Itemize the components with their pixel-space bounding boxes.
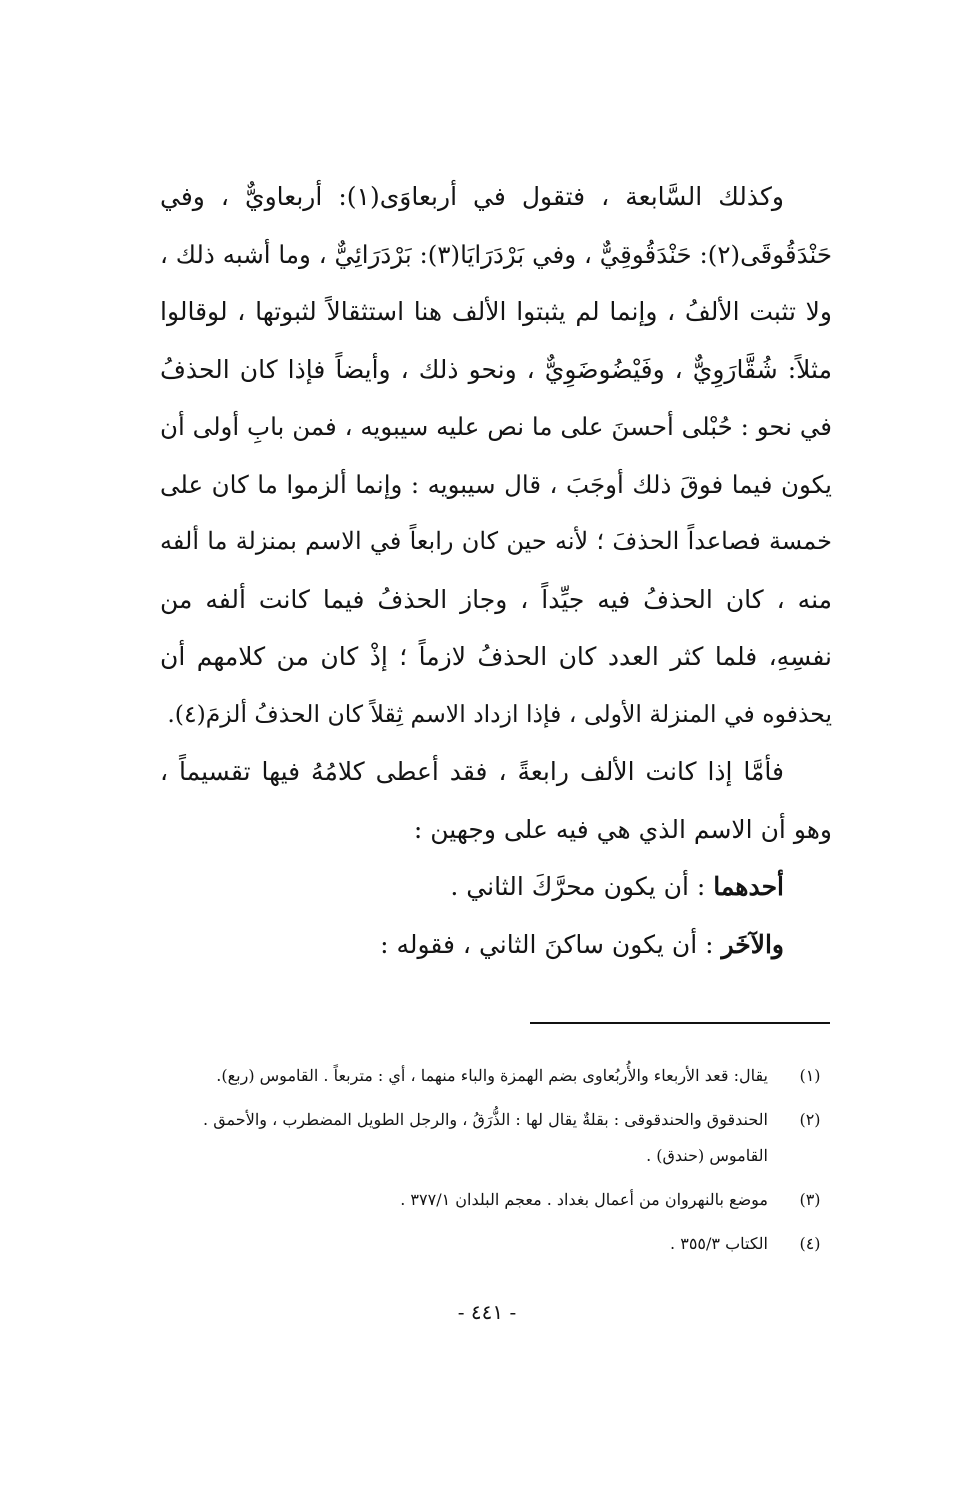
footnote-number: (١) bbox=[799, 1066, 821, 1085]
footnote-text: الحندقوق والحندقوقى : بقلةٌ يقال لها : الذُّرَقُ ، والرجل الطويل المضطرب ، والأحمق . bbox=[203, 1110, 768, 1129]
text-line-11: فأمَّا إذا كانت الألف رابعةً ، فقد أعطى كلامُهُ فيها تقسيماً ، bbox=[160, 757, 784, 786]
list-item-first-text: : أن يكون محرَّكَ الثاني . bbox=[450, 872, 714, 901]
text-line-4: مثلاً: شُقَّارَوِيٌّ ، وفَيْضُوضَوِيٌّ ، ونحو ذلك ، وأيضاً فإذا كان الحذفُ bbox=[160, 354, 832, 384]
footnotes bbox=[130, 1058, 830, 1270]
footnote-separator bbox=[530, 1022, 830, 1024]
text-line-6: يكون فيما فوقَ ذلك أوجَبَ ، قال سيبويه : وإنما ألزموا ما كان على bbox=[160, 469, 832, 499]
list-item-second-text: : أن يكون ساكنَ الثاني ، فقوله : bbox=[380, 929, 722, 959]
footnote-text: موضع بالنهروان من أعمال بغداد . معجم البلدان ٣٧٧/١ . bbox=[400, 1190, 768, 1209]
list-item-second-label: والآخَر bbox=[721, 929, 784, 959]
text-line-1: وكذلك السَّابعة ، فتقول في أربعاوَى(١): أربعاويٌّ ، وفي bbox=[160, 182, 784, 211]
text-line-5: في نحو : حُبْلى أحسنَ على ما نص عليه سيبويه ، فمن بابِ أولى أن bbox=[160, 412, 832, 441]
footnote-text: يقال: قعد الأربعاء والأُربُعاوى بضم الهمزة والباء منهما ، أي : متربعاً . القاموس (ربع). bbox=[216, 1066, 768, 1085]
text-line-9: نفسِهِ، فلما كثر العدد كان الحذفُ لازماً ؛ إذْ كان من كلامهم أن bbox=[160, 642, 832, 671]
footnote-2 bbox=[130, 1102, 830, 1174]
footnote-text-continued: القاموس (حندق) . bbox=[646, 1146, 768, 1165]
list-item-first bbox=[160, 858, 832, 916]
text-line-8: منه ، كان الحذفُ فيه جيِّداً ، وجاز الحذفُ فيما كانت ألفه من bbox=[160, 584, 832, 614]
main-text bbox=[160, 168, 832, 973]
footnote-text: الكتاب ٣٥٥/٣ . bbox=[670, 1234, 768, 1253]
list-item-second bbox=[160, 916, 832, 974]
footnote-3 bbox=[130, 1182, 830, 1218]
footnote-1 bbox=[130, 1058, 830, 1094]
text-line-12: وهو أن الاسم الذي هي فيه على وجهين : bbox=[413, 814, 832, 844]
text-line-7: خمسة فصاعداً الحذفَ ؛ لأنه حين كان رابعاً في الاسم بمنزلة ما ألفه bbox=[160, 527, 832, 555]
footnote-number: (٢) bbox=[799, 1110, 821, 1129]
text-line-10: يحذفوه في المنزلة الأولى ، فإذا ازداد الاسم ثِقلاً كان الحذفُ ألزمَ(٤). bbox=[167, 699, 832, 728]
page-number: - ٤٤١ - bbox=[457, 1300, 517, 1324]
footnote-number: (٣) bbox=[799, 1190, 821, 1209]
text-line-3: ولا تثبت الألفُ ، وإنما لم يثبتوا الألف هنا استثقالاً لثبوتها ، لوقالوا bbox=[160, 297, 832, 326]
footnote-4 bbox=[130, 1226, 830, 1262]
footnote-number: (٤) bbox=[799, 1234, 821, 1253]
list-item-first-label: أحدهما bbox=[713, 872, 784, 901]
text-line-2: حَنْدَقُوقَى(٢): حَنْدَقُوقِيٌّ ، وفي بَرْدَرَايَا(٣): بَرْدَرَائِيٌّ ، وما أشبه ذلك ، bbox=[160, 239, 832, 269]
